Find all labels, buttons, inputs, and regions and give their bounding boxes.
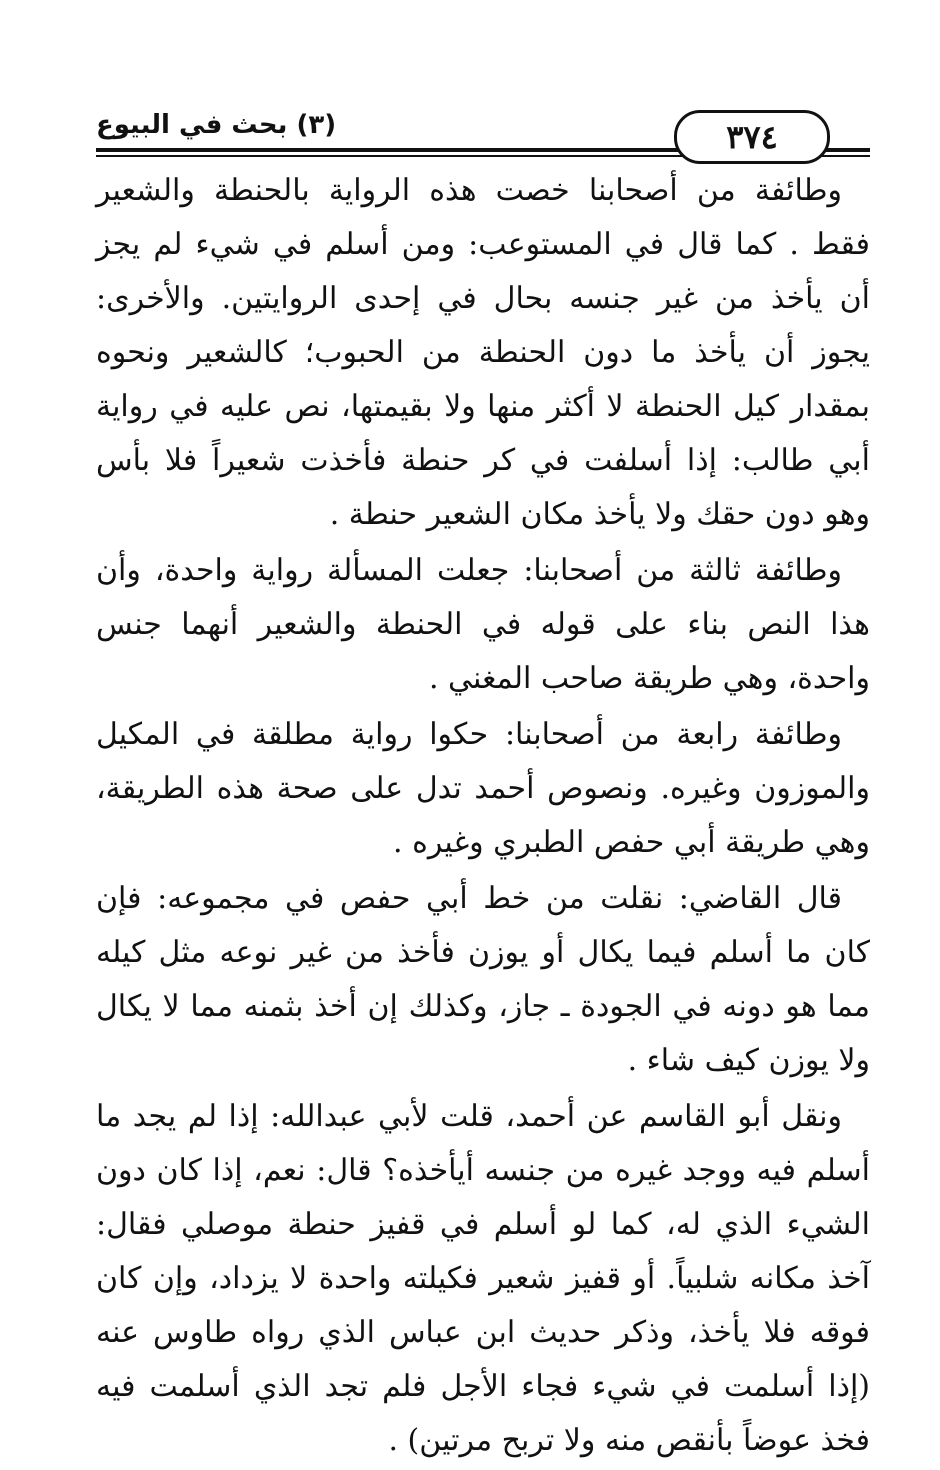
paragraph: ونقل أبو القاسم عن أحمد، قلت لأبي عبدالله: إذا لم يجد ما أسلم فيه ووجد غيره من جنسه أيأخذه؟ قال: نعم، إذا كان دون الشيء الذي له، كما لو أسلم في قفيز حنطة موصلي فقال: آخذ مكانه شلبياً. أو قفيز شعير فكيلته واحدة لا يزداد، وإن كان فوقه فلا يأخذ، وذكر حديث ابن عباس الذي رواه طاوس عنه (إذا أسلمت في شيء فجاء الأجل فلم تجد الذي أسلمت فيه فخذ عوضاً بأنقص منه ولا تربح مرتين) . [96, 1099, 870, 1458]
running-title: (٣) بحث في البيوع [96, 110, 337, 140]
page-header [96, 98, 870, 158]
paragraph: وطائفة ثالثة من أصحابنا: جعلت المسألة رواية واحدة، وأن هذا النص بناء على قوله في الحنطة والشعير أنهما جنس واحدة، وهي طريقة صاحب المغني . [96, 553, 870, 696]
body-text [96, 164, 870, 1470]
paragraph: وطائفة رابعة من أصحابنا: حكوا رواية مطلقة في المكيل والموزون وغيره. ونصوص أحمد تدل على صحة هذه الطريقة، وهي طريقة أبي حفص الطبري وغيره . [96, 717, 870, 860]
paragraph: وطائفة من أصحابنا خصت هذه الرواية بالحنطة والشعير فقط . كما قال في المستوعب: ومن أسلم في شيء لم يجز أن يأخذ من غير جنسه بحال في إحدى الروايتين. والأخرى: يجوز أن يأخذ ما دون الحنطة من الحبوب؛ كالشعير ونحوه بمقدار كيل الحنطة لا أكثر منها ولا بقيمتها، نص عليه في رواية أبي طالب: إذا أسلفت في كر حنطة فأخذت شعيراً فلا بأس وهو دون حقك ولا يأخذ مكان الشعير حنطة . [96, 173, 870, 532]
page-number: ٣٧٤ [674, 110, 830, 164]
paragraph: قال القاضي: نقلت من خط أبي حفص في مجموعه: فإن كان ما أسلم فيما يكال أو يوزن فأخذ من غير نوعه مثل كيله مما هو دونه في الجودة ـ جاز، وكذلك إن أخذ بثمنه مما لا يكال ولا يوزن كيف شاء . [96, 881, 870, 1078]
